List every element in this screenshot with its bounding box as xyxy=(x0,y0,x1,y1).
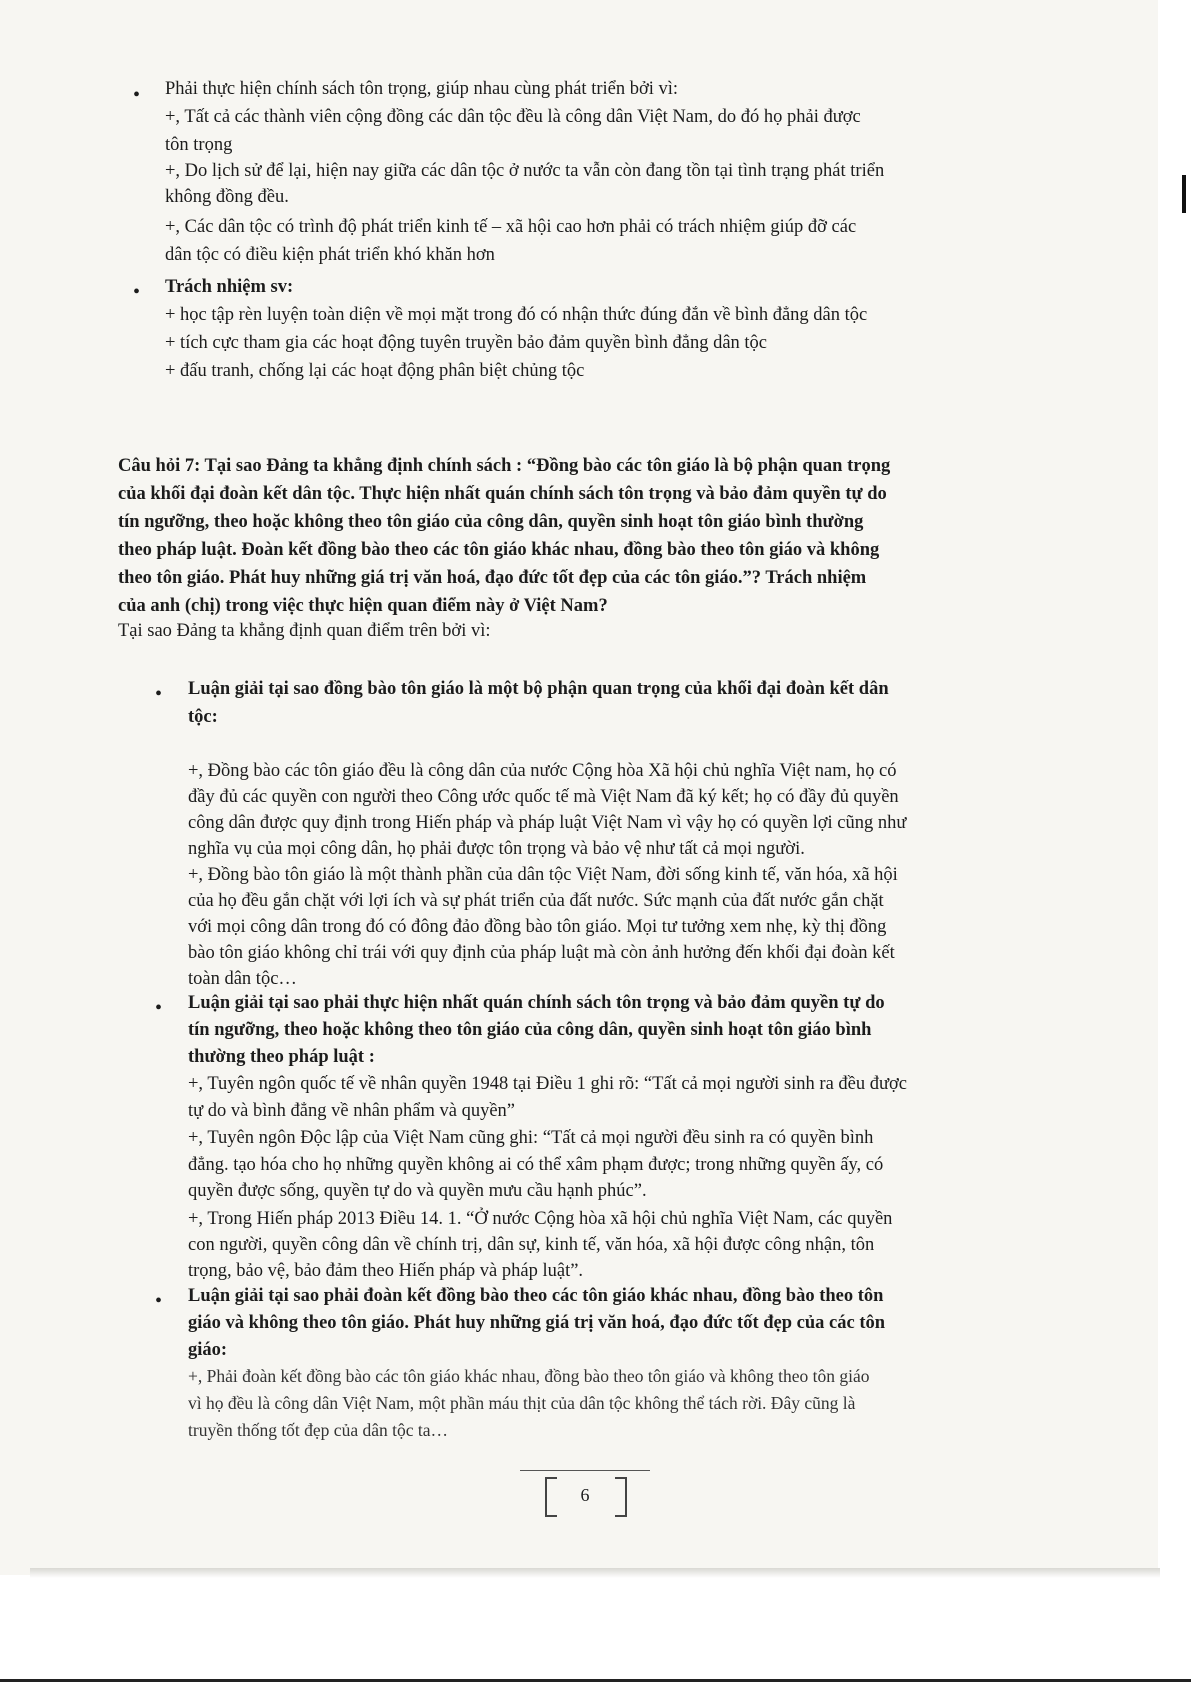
text-line: +, Do lịch sử để lại, hiện nay giữa các dân tộc ở nước ta vẫn còn đang tồn tại tình trạng phát triển xyxy=(165,161,885,181)
point-heading: Luận giải tại sao phải đoàn kết đồng bào theo các tôn giáo khác nhau, đồng bào theo tôn xyxy=(188,1286,884,1306)
page-number-value: 6 xyxy=(580,1485,590,1505)
text-line: tự do và bình đẳng về nhân phẩm và quyền” xyxy=(188,1101,516,1121)
text-line: đầy đủ các quyền con người theo Công ước quốc tế mà Việt Nam đã ký kết; họ có đầy đủ quyền xyxy=(188,787,899,807)
text-line: toàn dân tộc… xyxy=(188,969,297,989)
point-heading: giáo và không theo tôn giáo. Phát huy những giá trị văn hoá, đạo đức tốt đẹp của các tôn xyxy=(188,1313,886,1333)
point-heading: giáo: xyxy=(188,1340,228,1360)
question-title: tín ngưỡng, theo hoặc không theo tôn giáo của công dân, quyền sinh hoạt tôn giáo bình thường xyxy=(118,512,864,532)
point-heading: tộc: xyxy=(188,707,218,727)
question-title: của anh (chị) trong việc thực hiện quan điểm này ở Việt Nam? xyxy=(118,596,608,616)
text-line: dân tộc có điều kiện phát triển khó khăn hơn xyxy=(165,245,495,265)
text-line: +, Đồng bào tôn giáo là một thành phần của dân tộc Việt Nam, đời sống kinh tế, văn hóa, xã hội xyxy=(188,865,898,885)
question-title: của khối đại đoàn kết dân tộc. Thực hiện nhất quán chính sách tôn trọng và bảo đảm quyền tự do xyxy=(118,484,887,504)
page-number-bracket-right xyxy=(615,1477,627,1517)
page-margin-right xyxy=(1158,0,1191,1575)
text-line: vì họ đều là công dân Việt Nam, một phần máu thịt của dân tộc không thể tách rời. Đây cũng là xyxy=(188,1393,856,1413)
text-line: con người, quyền công dân về chính trị, dân sự, kinh tế, văn hóa, xã hội được công nhận, tôn xyxy=(188,1235,875,1255)
intro-line: Tại sao Đảng ta khẳng định quan điểm trên bởi vì: xyxy=(118,621,491,641)
text-line: +, Tất cả các thành viên cộng đồng các dân tộc đều là công dân Việt Nam, do đó họ phải được xyxy=(165,107,861,127)
bullet-marker: • xyxy=(133,281,141,303)
text-line: đẳng. tạo hóa cho họ những quyền không ai có thể xâm phạm được; trong những quyền ấy, có xyxy=(188,1155,884,1175)
text-line: Phải thực hiện chính sách tôn trọng, giúp nhau cùng phát triển bởi vì: xyxy=(165,79,679,99)
text-line: nghĩa vụ của mọi công dân, họ phải được tôn trọng và bảo vệ như tất cả mọi người. xyxy=(188,839,805,859)
text-line: bào tôn giáo không chỉ trái với quy định của pháp luật mà còn ảnh hưởng đến khối đại đoàn kết xyxy=(188,943,895,963)
text-line: của họ đều gắn chặt với lợi ích và sự phát triển của đất nước. Sức mạnh của đất nước gắn chặt xyxy=(188,891,884,911)
text-line: +, Trong Hiến pháp 2013 Điều 14. 1. “Ở nước Cộng hòa xã hội chủ nghĩa Việt Nam, các quyền xyxy=(188,1209,893,1229)
bullet-marker: • xyxy=(155,683,163,705)
text-line: +, Phải đoàn kết đồng bào các tôn giáo khác nhau, đồng bào theo tôn giáo và không theo tôn giáo xyxy=(188,1366,870,1386)
point-heading: tín ngưỡng, theo hoặc không theo tôn giáo của công dân, quyền sinh hoạt tôn giáo bình xyxy=(188,1020,872,1040)
text-line: với mọi công dân trong đó có đông đảo đồng bào tôn giáo. Mọi tư tưởng xem nhẹ, kỳ thị đồng xyxy=(188,917,887,937)
text-line: tôn trọng xyxy=(165,135,233,155)
scan-edge-mark xyxy=(1182,175,1186,213)
point-heading: Luận giải tại sao phải thực hiện nhất quán chính sách tôn trọng và bảo đảm quyền tự do xyxy=(188,993,885,1013)
bullet-marker: • xyxy=(155,997,163,1019)
page-number xyxy=(520,1470,650,1517)
point-heading: thường theo pháp luật : xyxy=(188,1047,375,1067)
text-line: + đấu tranh, chống lại các hoạt động phân biệt chủng tộc xyxy=(165,361,585,381)
text-line: +, Tuyên ngôn Độc lập của Việt Nam cũng ghi: “Tất cả mọi người đều sinh ra có quyền bình xyxy=(188,1128,874,1148)
bullet-marker: • xyxy=(133,84,141,106)
footer-divider xyxy=(0,1679,1191,1682)
text-line: +, Đồng bào các tôn giáo đều là công dân của nước Cộng hòa Xã hội chủ nghĩa Việt nam, họ có xyxy=(188,761,897,781)
bullet-marker: • xyxy=(155,1290,163,1312)
question-title: Câu hỏi 7: Tại sao Đảng ta khẳng định chính sách : “Đồng bào các tôn giáo là bộ phận quan trọng xyxy=(118,456,891,476)
text-line: +, Các dân tộc có trình độ phát triển kinh tế – xã hội cao hơn phải có trách nhiệm giúp đỡ các xyxy=(165,217,857,237)
page-number-bracket-left xyxy=(545,1477,557,1517)
text-line: không đồng đều. xyxy=(165,187,289,207)
text-line: +, Tuyên ngôn quốc tế về nhân quyền 1948 tại Điều 1 ghi rõ: “Tất cả mọi người sinh ra đều được xyxy=(188,1074,908,1094)
section-heading: Trách nhiệm sv: xyxy=(165,277,294,297)
text-line: công dân được quy định trong Hiến pháp và pháp luật Việt Nam vì vậy họ có quyền lợi cũng như xyxy=(188,813,907,833)
question-title: theo tôn giáo. Phát huy những giá trị văn hoá, đạo đức tốt đẹp của các tôn giáo.”? Trách nhiệm xyxy=(118,568,867,588)
text-line: truyền thống tốt đẹp của dân tộc ta… xyxy=(188,1420,448,1440)
text-line: quyền được sống, quyền tự do và quyền mưu cầu hạnh phúc”. xyxy=(188,1181,647,1201)
point-heading: Luận giải tại sao đồng bào tôn giáo là một bộ phận quan trọng của khối đại đoàn kết dân xyxy=(188,679,889,699)
text-line: + học tập rèn luyện toàn diện về mọi mặt trong đó có nhận thức đúng đắn về bình đẳng dân tộc xyxy=(165,305,868,325)
text-line: trọng, bảo vệ, bảo đảm theo Hiến pháp và pháp luật”. xyxy=(188,1261,584,1281)
question-title: theo pháp luật. Đoàn kết đồng bào theo các tôn giáo khác nhau, đồng bào theo tôn giáo và không xyxy=(118,540,880,560)
text-line: + tích cực tham gia các hoạt động tuyên truyền bảo đảm quyền bình đẳng dân tộc xyxy=(165,333,767,353)
